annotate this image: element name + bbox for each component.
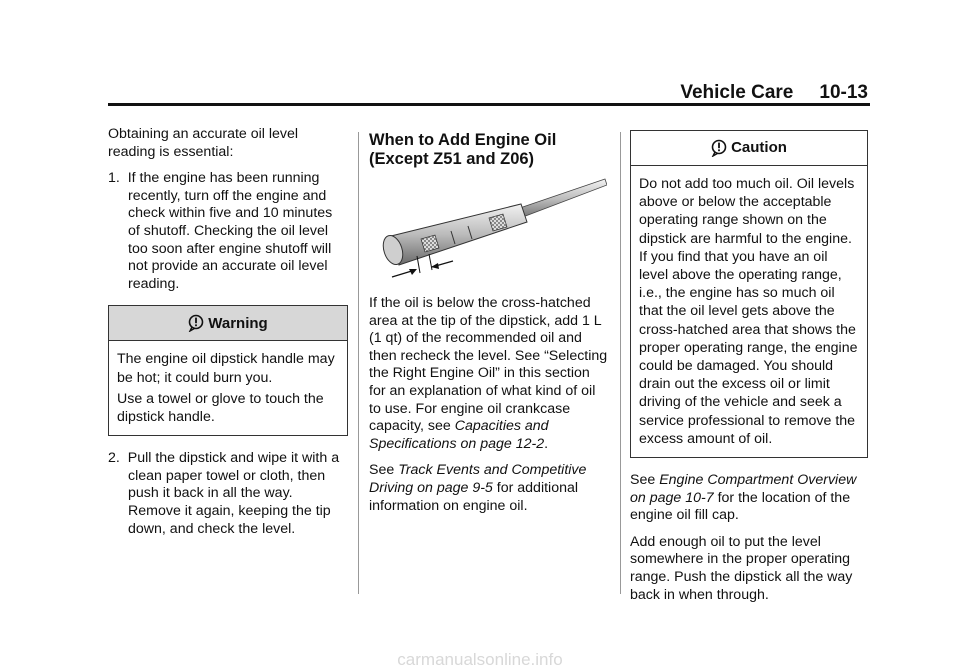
step-1: [108, 170, 348, 293]
column-divider-2: [620, 132, 621, 594]
page-number: 10-13: [819, 82, 868, 103]
paragraph-3-see: See: [630, 472, 656, 489]
warning-box: [108, 305, 348, 436]
column-3: [630, 118, 868, 613]
paragraph-2-see: See: [369, 462, 395, 479]
warning-title: Warning: [208, 314, 268, 332]
step-2-number: 2.: [108, 450, 120, 467]
step-1-number: 1.: [108, 170, 120, 187]
heading-line-1: When to Add Engine Oil: [369, 131, 557, 149]
warning-text-2: Use a towel or glove to touch the dipstick handle.: [117, 390, 324, 425]
column-1: [108, 126, 348, 547]
heading-line-2: (Except Z51 and Z06): [369, 150, 535, 168]
caution-icon: [711, 139, 727, 157]
caution-header: [631, 131, 867, 166]
watermark: carmanualsonline.info: [397, 650, 563, 669]
dipstick-image: [369, 177, 607, 283]
warning-body: [109, 341, 347, 435]
caution-title: Caution: [731, 139, 787, 157]
step-2-text: Pull the dipstick and wipe it with a clean paper towel or cloth, then push it back in all the way. Remove it again, keeping the tip down, and check the level.: [127, 450, 340, 537]
paragraph-2-end: for additional information on engine oil.: [369, 479, 579, 514]
paragraph-1-text: If the oil is below the cross-hatched area at the tip of the dipstick, add 1 L (1 qt) of the recommended oil and then recheck the level. See “Selecting the Right Engine Oil” in this section for an explanation of what kind of oil to use. For engine oil crankcase capacity, see: [369, 295, 608, 435]
paragraph-3: [630, 472, 868, 525]
warning-text-1: The engine oil dipstick handle may be hot; it could burn you.: [117, 351, 335, 386]
engine-compartment-reference: Engine Compartment Overview on page 10-7: [630, 472, 857, 506]
dipstick-illustration: [369, 177, 607, 283]
paragraph-3-end: for the location of the engine oil fill cap.: [630, 489, 851, 524]
column-divider-1: [358, 132, 359, 594]
paragraph-1: [369, 295, 609, 453]
warning-icon: [188, 314, 204, 332]
caution-box: [630, 130, 868, 458]
header-rule: [108, 103, 870, 106]
intro-text: Obtaining an accurate oil level reading is essential:: [108, 126, 299, 160]
capacities-reference: Capacities and Specifications on page 12-2: [369, 418, 549, 452]
step-2: [108, 450, 348, 538]
column-2: [369, 131, 609, 524]
step-1-text: If the engine has been running recently, turn off the engine and check within five and 10 minutes of shutoff. Checking the oil level too soon after engine shutoff will not provide an accurate oil level reading.: [127, 170, 333, 292]
caution-body: [631, 166, 867, 457]
section-title: Vehicle Care: [680, 82, 794, 103]
section-heading: [369, 131, 609, 169]
caution-text: Do not add too much oil. Oil levels above or below the acceptable operating range shown on the dipstick are harmful to the engine. If you find that you have an oil level above the operating range, i.e., the engine has so much oil that the oil level gets above the cross-hatched area that shows the proper operating range, the engine could be damaged. You should drain out the excess oil or limit driving of the vehicle and seek a service professional to remove the excess amount of oil.: [639, 176, 858, 447]
paragraph-4: Add enough oil to put the level somewhere in the proper operating range. Push the dipstick all the way back in when through.: [630, 533, 853, 603]
paragraph-2: [369, 462, 609, 515]
paragraph-1-end: .: [544, 435, 549, 452]
warning-header: [109, 306, 347, 341]
page-header: [680, 82, 868, 104]
track-events-reference: Track Events and Competitive Driving on page 9-5: [369, 462, 587, 496]
